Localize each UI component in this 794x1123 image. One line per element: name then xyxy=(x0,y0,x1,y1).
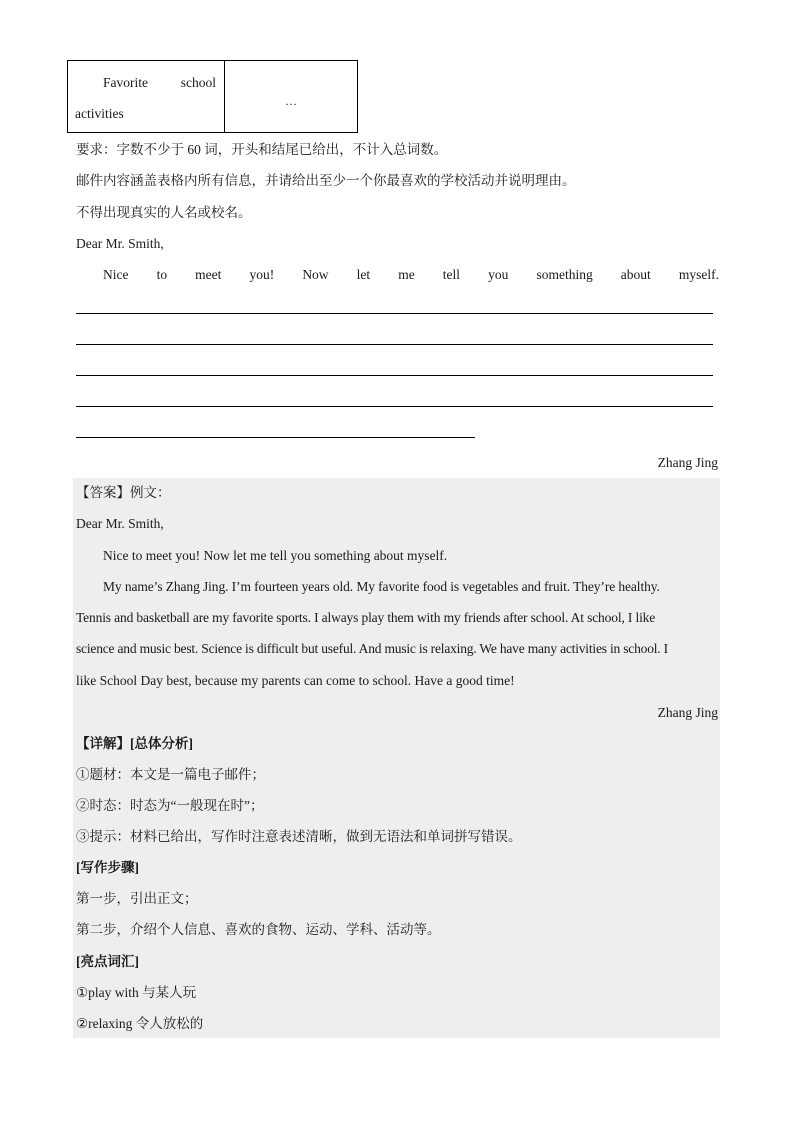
requirement-line-3: 不得出现真实的人名或校名。 xyxy=(76,205,252,220)
table-label-word2: school xyxy=(180,75,216,90)
table-label-line2: activities xyxy=(75,106,124,121)
answer-heading: 【答案】例文： xyxy=(76,485,171,500)
table-label-word1: Favorite xyxy=(103,75,148,90)
table-value: … xyxy=(285,94,297,108)
answer-paragraph-2-line: like School Day best, because my parents can come to school. Have a good time! xyxy=(76,673,515,688)
letter-signature: Zhang Jing xyxy=(657,455,718,470)
requirement-line-1: 要求：字数不少于 60 词，开头和结尾已给出，不计入总词数。 xyxy=(76,142,448,157)
vocab-item: ②relaxing 令人放松的 xyxy=(76,1016,204,1031)
opening-word: something xyxy=(536,267,593,282)
step-item: 第一步，引出正文； xyxy=(76,891,198,906)
writing-line xyxy=(76,313,713,314)
writing-line xyxy=(76,437,475,438)
opening-word: let xyxy=(356,267,371,282)
requirement-line-2: 邮件内容涵盖表格内所有信息，并请给出至少一个你最喜欢的学校活动并说明理由。 xyxy=(76,173,576,188)
step-item: 第二步，介绍个人信息、喜欢的食物、运动、学科、活动等。 xyxy=(76,922,441,937)
opening-word: Nice xyxy=(103,267,129,282)
opening-word: meet xyxy=(195,267,222,282)
answer-paragraph-2-line: science and music best. Science is difficult but useful. And music is relaxing. We have many activities in school. I xyxy=(76,641,668,656)
opening-word: about xyxy=(620,267,651,282)
opening-word: tell xyxy=(442,267,461,282)
analysis-heading: 【详解】[总体分析] xyxy=(76,736,193,751)
opening-word: Now xyxy=(302,267,329,282)
analysis-item: ②时态：时态为“一般现在时”； xyxy=(76,798,264,813)
analysis-item: ①题材：本文是一篇电子邮件； xyxy=(76,767,265,782)
writing-line xyxy=(76,375,713,376)
letter-greeting: Dear Mr. Smith, xyxy=(76,236,164,251)
writing-line xyxy=(76,344,713,345)
table-value-cell xyxy=(225,61,358,133)
opening-word: to xyxy=(156,267,168,282)
steps-heading: [写作步骤] xyxy=(76,860,139,875)
analysis-item: ③提示：材料已给出，写作时注意表述清晰，做到无语法和单词拼写错误。 xyxy=(76,829,522,844)
opening-word: me xyxy=(398,267,415,282)
answer-signature: Zhang Jing xyxy=(657,705,718,720)
writing-line xyxy=(76,406,713,407)
opening-word: you xyxy=(488,267,509,282)
info-table xyxy=(67,60,358,133)
opening-word: myself. xyxy=(678,267,719,282)
vocab-heading: [亮点词汇] xyxy=(76,954,139,969)
vocab-item: ①play with 与某人玩 xyxy=(76,985,197,1000)
opening-word: you! xyxy=(249,267,275,282)
table-label-cell xyxy=(68,61,225,133)
answer-paragraph-1: Nice to meet you! Now let me tell you something about myself. xyxy=(103,548,448,563)
answer-paragraph-2-line: Tennis and basketball are my favorite sports. I always play them with my friends after school. At school, I like xyxy=(76,610,656,625)
letter-opening-line xyxy=(103,266,719,284)
answer-paragraph-2-line: My name’s Zhang Jing. I’m fourteen years old. My favorite food is vegetables and fruit. They’re healthy. xyxy=(103,579,660,594)
answer-greeting: Dear Mr. Smith, xyxy=(76,516,164,531)
